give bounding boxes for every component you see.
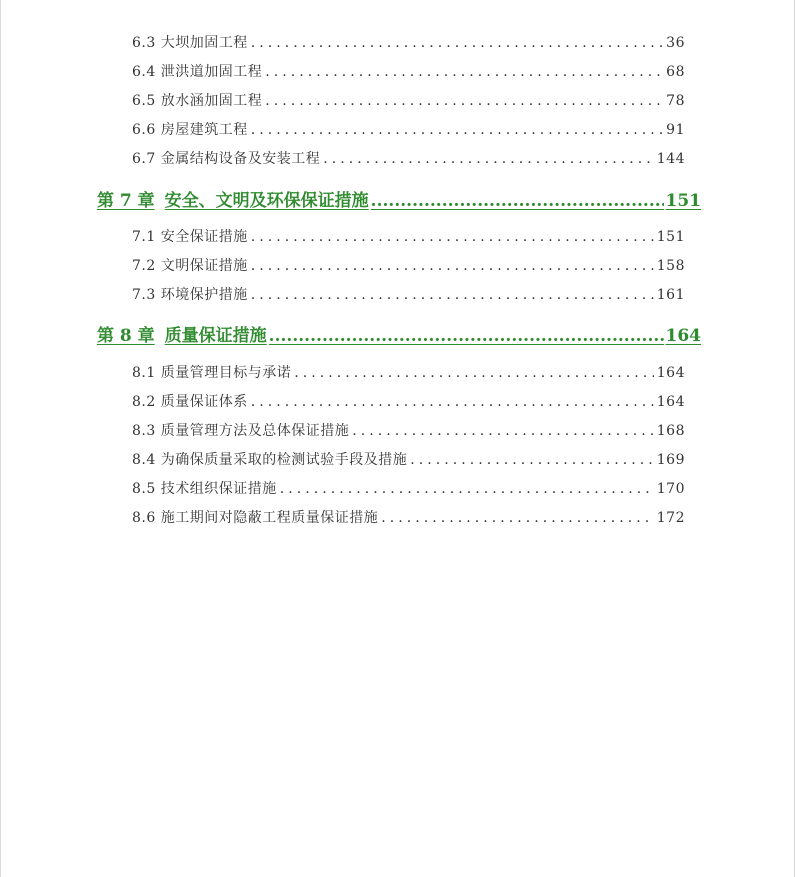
toc-entry-page: 164 — [656, 365, 685, 381]
toc-entry-6-7[interactable] — [132, 148, 685, 168]
toc-entry-8-5[interactable] — [132, 478, 685, 498]
toc-entry-label: 8.4 为确保质量采取的检测试验手段及措施 — [132, 452, 408, 468]
toc-leader-dots — [251, 35, 663, 51]
toc-entry-page: 164 — [656, 394, 685, 410]
toc-entry-page: 144 — [656, 151, 685, 167]
toc-leader-dots — [265, 93, 663, 109]
toc-leader-dots — [251, 122, 663, 138]
toc-entry-page: 158 — [656, 258, 685, 274]
toc-entry-6-3[interactable] — [132, 32, 685, 52]
toc-entry-7-2[interactable] — [132, 255, 685, 275]
toc-entry-6-4[interactable] — [132, 61, 685, 81]
toc-entry-label: 6.5 放水涵加固工程 — [132, 93, 263, 109]
toc-entry-label: 6.3 大坝加固工程 — [132, 35, 248, 51]
toc-chapter-7[interactable] — [97, 186, 701, 210]
toc-chapter-label — [97, 321, 267, 345]
toc-entry-label: 7.1 安全保证措施 — [132, 229, 248, 245]
toc-entry-6-6[interactable] — [132, 119, 685, 139]
toc-entry-6-5[interactable] — [132, 90, 685, 110]
toc-entry-page: 78 — [666, 93, 685, 109]
toc-entry-page: 168 — [656, 423, 685, 439]
toc-entry-8-1[interactable] — [132, 362, 685, 382]
toc-entry-label: 7.2 文明保证措施 — [132, 258, 248, 274]
toc-entry-label: 8.5 技术组织保证措施 — [132, 481, 277, 497]
toc-chapter-page: 151 — [665, 191, 701, 210]
toc-chapter-number: 第 8 章 — [97, 326, 155, 345]
toc-entry-label: 8.3 质量管理方法及总体保证措施 — [132, 423, 350, 439]
toc-leader-dots — [381, 510, 654, 526]
toc-entry-label: 6.7 金属结构设备及安装工程 — [132, 151, 321, 167]
toc-leader-dots — [410, 452, 654, 468]
toc-leader-dots — [269, 326, 664, 345]
toc-entry-7-1[interactable] — [132, 226, 685, 246]
toc-entry-8-4[interactable] — [132, 449, 685, 469]
toc-leader-dots — [352, 423, 654, 439]
toc-leader-dots — [294, 365, 654, 381]
toc-leader-dots — [371, 191, 664, 210]
toc-entry-label: 8.2 质量保证体系 — [132, 394, 248, 410]
toc-entry-page: 151 — [656, 229, 685, 245]
toc-chapter-number: 第 7 章 — [97, 191, 155, 210]
toc-entry-label: 7.3 环境保护措施 — [132, 287, 248, 303]
toc-entry-7-3[interactable] — [132, 284, 685, 304]
toc-chapter-8[interactable] — [97, 321, 701, 345]
toc-leader-dots — [251, 287, 654, 303]
toc-entry-page: 68 — [666, 64, 685, 80]
toc-entry-8-3[interactable] — [132, 420, 685, 440]
toc-leader-dots — [251, 394, 654, 410]
toc-entry-8-2[interactable] — [132, 391, 685, 411]
toc-chapter-title: 质量保证措施 — [164, 326, 267, 345]
toc-leader-dots — [323, 151, 654, 167]
toc-entry-page: 161 — [656, 287, 685, 303]
toc-leader-dots — [280, 481, 654, 497]
toc-entry-label: 8.1 质量管理目标与承诺 — [132, 365, 292, 381]
toc-chapter-title: 安全、文明及环保保证措施 — [164, 191, 369, 210]
toc-chapter-page: 164 — [665, 326, 701, 345]
toc-entry-page: 169 — [656, 452, 685, 468]
toc-entry-page: 172 — [656, 510, 685, 526]
toc-entry-label: 6.6 房屋建筑工程 — [132, 122, 248, 138]
toc-entry-label: 8.6 施工期间对隐蔽工程质量保证措施 — [132, 510, 379, 526]
toc-leader-dots — [265, 64, 663, 80]
toc-leader-dots — [251, 258, 654, 274]
toc-entry-page: 91 — [666, 122, 685, 138]
toc-chapter-label — [97, 186, 369, 210]
toc-entry-page: 170 — [656, 481, 685, 497]
toc-entry-page: 36 — [666, 35, 685, 51]
toc-entry-8-6[interactable] — [132, 507, 685, 527]
toc-leader-dots — [251, 229, 654, 245]
toc-entry-label: 6.4 泄洪道加固工程 — [132, 64, 263, 80]
